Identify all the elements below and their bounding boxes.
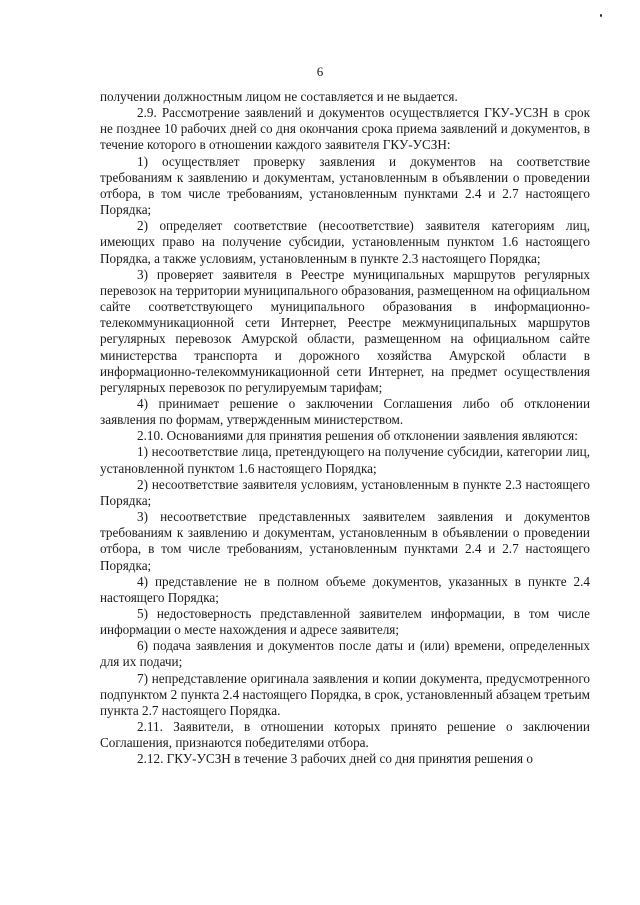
paragraph-2-10-item-1: 1) несоответствие лица, претендующего на получение субсидии, категории лиц, установленной пунктом 1.6 настоящего Порядка;: [100, 444, 590, 476]
page-number: 6: [316, 64, 324, 79]
paragraph-2-10-item-2: 2) несоответствие заявителя условиям, установленным в пункте 2.3 настоящего Порядка;: [100, 476, 590, 508]
paragraph-2-10: 2.10. Основаниями для принятия решения об отклонении заявления являются:: [137, 428, 578, 444]
paragraph-2-9-item-2: 2) определяет соответствие (несоответствие) заявителя категориям лиц, имеющих право на получение субсидии, установленным пунктом 1.6 настоящего Порядка, а также условиям, установленным в пункте 2.3 настоящего Порядка;: [100, 218, 590, 266]
paragraph-2-10-item-5: 5) недостоверность представленной заявителем информации, в том числе информации о месте нахождения и адресе заявителя;: [100, 606, 590, 638]
paragraph-continuation: получении должностным лицом не составляется и не выдается.: [100, 89, 458, 104]
paragraph-2-10-item-4: 4) представление не в полном объеме документов, указанных в пункте 2.4 настоящего Порядка;: [100, 573, 590, 605]
paragraph-2-9: 2.9. Рассмотрение заявлений и документов осуществляется ГКУ-УСЗН в срок не позднее 10 рабочих дней со дня окончания срока приема заявлений и документов, в течение которого в отношении каждого заявителя ГКУ-УСЗН:: [100, 105, 590, 153]
paragraph-2-9-item-4: 4) принимает решение о заключении Соглашения либо об отклонении заявления по формам, утвержденным министерством.: [100, 395, 590, 428]
paragraph-2-10-item-3: 3) несоответствие представленных заявителем заявления и документов требованиям к заявлению и документам, установленным в объявлении о проведении отбора, в том числе требованиям, установленным пунктами 2.4 и 2.7 настоящего Порядка;: [100, 509, 590, 573]
paragraph-2-10-item-6: 6) подача заявления и документов после даты и (или) времени, определенных для их подачи;: [100, 638, 590, 670]
document-body: [100, 89, 590, 768]
paragraph-2-11: 2.11. Заявители, в отношении которых принято решение о заключении Соглашения, признаются победителями отбора.: [100, 719, 590, 751]
paragraph-2-9-item-1: 1) осуществляет проверку заявления и документов на соответствие требованиям к заявлению и документам, установленным в объявлении о проведении отбора, в том числе требованиям, установленным пунктами 2.4 и 2.7 настоящего Порядка;: [100, 153, 590, 218]
paragraph-2-10-item-7: 7) непредставление оригинала заявления и копии документа, предусмотренного подпунктом 2 пункта 2.4 настоящего Порядка, в срок, установленный абзацем третьим пункта 2.7 настоящего Порядка.: [100, 670, 590, 718]
paragraph-2-9-item-3: 3) проверяет заявителя в Реестре муниципальных маршрутов регулярных перевозок на территории муниципального образования, размещенном на официальном сайте соответствующего муниципального образования в информационно-телекоммуникационной сети Интернет, Реестре межмуниципальных маршрутов регулярных перевозок Амурской области, размещенном на официальном сайте министерства транспорта и дорожного хозяйства Амурской области в информационно-телекоммуникационной сети Интернет, на предмет осуществления регулярных перевозок по регулируемым тарифам;: [100, 266, 590, 395]
scan-speck: [600, 14, 602, 17]
paragraph-2-12: 2.12. ГКУ-УСЗН в течение 3 рабочих дней со дня принятия решения о: [137, 751, 533, 767]
